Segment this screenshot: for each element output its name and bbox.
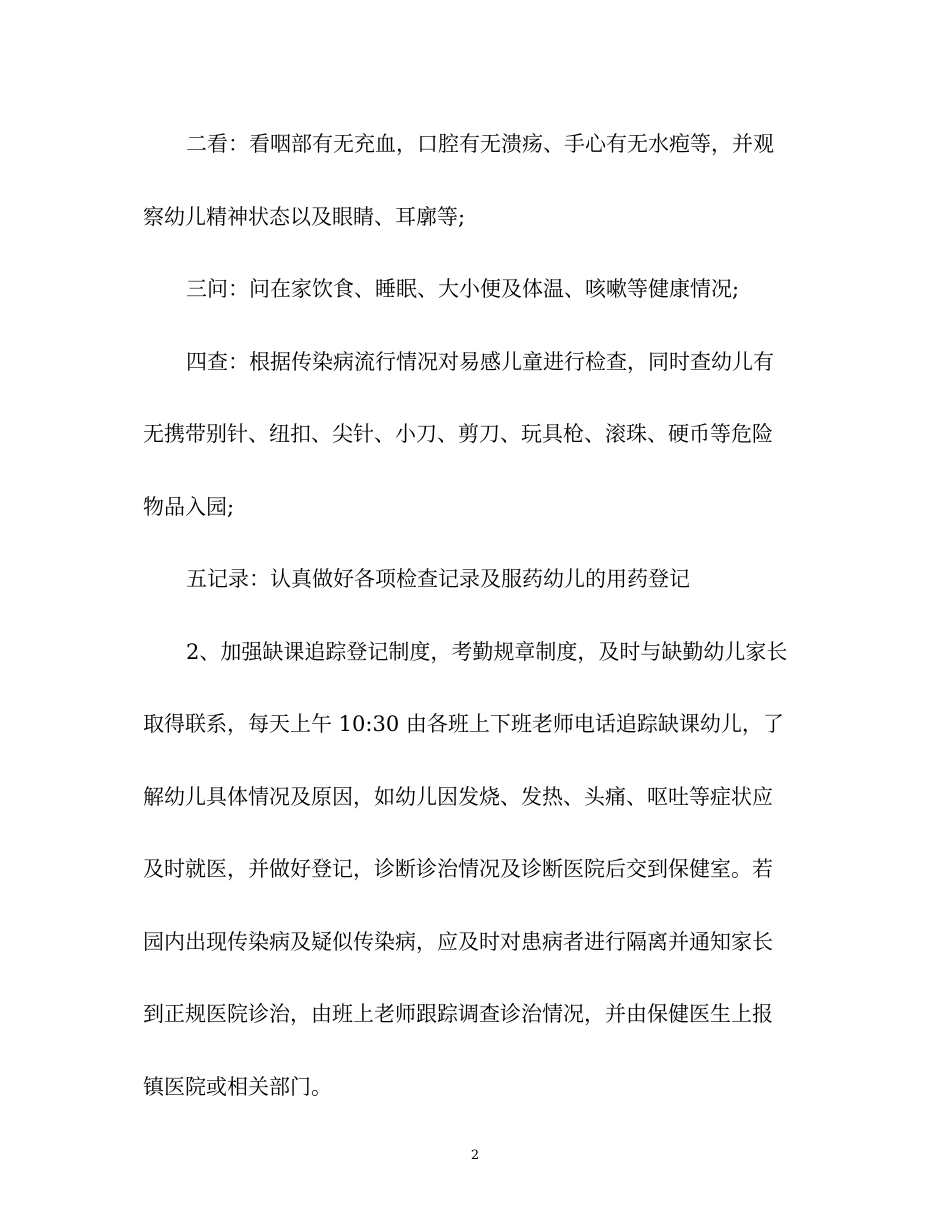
text-line: 三问：问在家饮食、睡眠、大小便及体温、咳嗽等健康情况; xyxy=(186,277,740,301)
text-line: 物品入园; xyxy=(143,494,235,519)
text-line: 四查：根据传染病流行情况对易感儿童进行检查，同时查幼儿有 xyxy=(186,349,774,374)
text-line: 到正规医院诊治，由班上老师跟踪调查诊治情况，并由保健医生上报 xyxy=(143,1002,773,1026)
text-line: 2、加强缺课追踪登记制度，考勤规章制度，及时与缺勤幼儿家长 xyxy=(186,639,788,664)
text-line: 察幼儿精神状态以及眼睛、耳廓等; xyxy=(143,204,466,229)
document-body xyxy=(143,118,807,1133)
text-line: 解幼儿具体情况及原因，如幼儿因发烧、发热、头痛、呕吐等症状应 xyxy=(143,784,773,809)
text-line: 五记录：认真做好各项检查记录及服药幼儿的用药登记 xyxy=(186,567,690,591)
text-line: 无携带别针、纽扣、尖针、小刀、剪刀、玩具枪、滚珠、硬币等危险 xyxy=(143,422,773,446)
page-number: 2 xyxy=(470,1148,480,1163)
text-line: 园内出现传染病及疑似传染病，应及时对患病者进行隔离并通知家长 xyxy=(143,929,773,954)
text-line: 取得联系，每天上午 10:30 由各班上下班老师电话追踪缺课幼儿，了 xyxy=(143,712,784,736)
text-line: 二看：看咽部有无充血，口腔有无溃疡、手心有无水疱等，并观 xyxy=(186,132,774,156)
text-line: 及时就医，并做好登记，诊断诊治情况及诊断医院后交到保健室。若 xyxy=(143,857,773,881)
text-line: 镇医院或相关部门。 xyxy=(143,1074,332,1099)
